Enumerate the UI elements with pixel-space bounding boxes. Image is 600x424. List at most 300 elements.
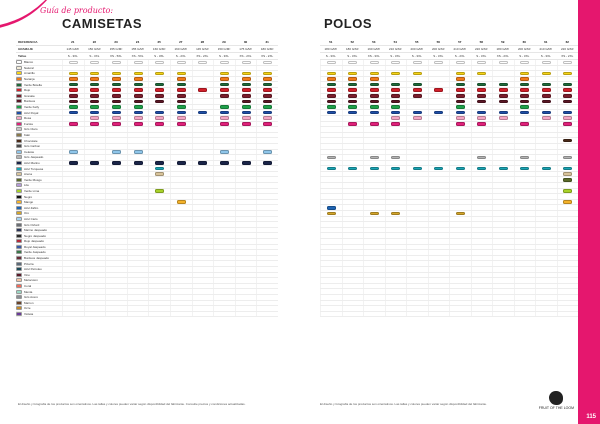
garment-swatch: [69, 161, 78, 165]
garment-swatch: [90, 100, 99, 104]
color-row: [16, 312, 278, 318]
availability-cell: [492, 144, 514, 149]
availability-cell: [449, 110, 471, 115]
color-label: Ocre: [24, 306, 31, 311]
availability-cell: [192, 217, 214, 222]
availability-cell: [62, 273, 84, 278]
color-cells: [62, 66, 278, 71]
color-cells: [62, 273, 278, 278]
color-cells: [62, 278, 278, 283]
availability-cell: [170, 150, 192, 155]
availability-cell: [62, 155, 84, 160]
availability-cell: [492, 200, 514, 205]
availability-cell: [342, 94, 364, 99]
availability-cell: [535, 82, 557, 87]
garment-swatch: [69, 105, 78, 109]
garment-swatch: [456, 105, 465, 109]
availability-cell: [235, 77, 257, 82]
garment-swatch: [177, 200, 186, 204]
availability-cell: [127, 295, 149, 300]
color-swatch: [16, 284, 22, 288]
availability-cell: [235, 82, 257, 87]
color-name: [16, 139, 62, 143]
availability-cell: [105, 289, 127, 294]
color-cells: [62, 284, 278, 289]
availability-cell: [557, 200, 579, 205]
garment-swatch: [242, 122, 251, 126]
garment-swatch: [112, 100, 121, 104]
availability-cell: [471, 127, 493, 132]
garment-swatch: [220, 122, 229, 126]
right-page: [300, 0, 600, 424]
availability-cell: [256, 222, 278, 227]
availability-cell: [428, 183, 450, 188]
garment-swatch: [134, 83, 143, 87]
availability-cell: [449, 88, 471, 93]
availability-cell: [471, 256, 493, 261]
availability-cell: [449, 172, 471, 177]
availability-cell: [62, 105, 84, 110]
garment-swatch: [391, 94, 400, 98]
garment-swatch: [263, 161, 272, 165]
availability-cell: [192, 161, 214, 166]
gsm-cell: 220 G/M²: [560, 47, 574, 51]
fruit-logo-icon: [549, 391, 563, 405]
color-label: Azul Turquesa: [24, 166, 44, 171]
availability-cell: [320, 233, 342, 238]
availability-cell: [449, 138, 471, 143]
garment-swatch: [220, 77, 229, 81]
color-cells: [320, 138, 578, 143]
availability-cell: [406, 189, 428, 194]
availability-cell: [213, 177, 235, 182]
availability-cell: [342, 261, 364, 266]
color-cells: [320, 88, 578, 93]
availability-cell: [385, 94, 407, 99]
availability-cell: [449, 284, 471, 289]
color-swatch: [16, 295, 22, 299]
availability-cell: [235, 205, 257, 210]
availability-cell: [471, 60, 493, 65]
color-swatch: [16, 88, 22, 92]
color-swatch: [16, 245, 22, 249]
availability-cell: [256, 267, 278, 272]
garment-swatch: [155, 116, 164, 120]
availability-cell: [428, 105, 450, 110]
availability-cell: [320, 116, 342, 121]
garment-swatch: [499, 88, 508, 92]
availability-cell: [535, 133, 557, 138]
availability-cell: [492, 312, 514, 317]
availability-cell: [342, 267, 364, 272]
availability-cell: [235, 256, 257, 261]
availability-cell: [127, 122, 149, 127]
color-name: [16, 94, 62, 98]
availability-cell: [363, 189, 385, 194]
availability-cell: [342, 295, 364, 300]
availability-cell: [406, 116, 428, 121]
availability-cell: [62, 71, 84, 76]
availability-cell: [449, 233, 471, 238]
availability-cell: [256, 60, 278, 65]
garment-swatch: [177, 77, 186, 81]
availability-cell: [492, 127, 514, 132]
availability-cell: [514, 200, 536, 205]
color-cells: [62, 150, 278, 155]
page-number: 115: [586, 414, 596, 420]
garment-swatch: [477, 94, 486, 98]
availability-cell: [406, 261, 428, 266]
availability-cell: [428, 278, 450, 283]
availability-cell: [535, 284, 557, 289]
availability-cell: [406, 177, 428, 182]
availability-cell: [514, 194, 536, 199]
availability-cell: [406, 161, 428, 166]
availability-cell: [363, 166, 385, 171]
availability-cell: [557, 116, 579, 121]
availability-cell: [127, 273, 149, 278]
availability-cell: [320, 306, 342, 311]
availability-cell: [127, 289, 149, 294]
availability-cell: [148, 127, 170, 132]
availability-cell: [213, 306, 235, 311]
availability-cell: [170, 177, 192, 182]
availability-cell: [406, 245, 428, 250]
availability-cell: [385, 77, 407, 82]
availability-cell: [235, 200, 257, 205]
availability-cell: [127, 127, 149, 132]
availability-cell: [342, 217, 364, 222]
garment-swatch: [90, 72, 99, 76]
availability-cell: [320, 284, 342, 289]
availability-cell: [492, 88, 514, 93]
availability-cell: [192, 200, 214, 205]
availability-cell: [105, 267, 127, 272]
availability-cell: [514, 88, 536, 93]
availability-cell: [105, 155, 127, 160]
availability-cell: [192, 261, 214, 266]
availability-cell: [84, 155, 106, 160]
availability-cell: [492, 133, 514, 138]
availability-cell: [213, 295, 235, 300]
availability-cell: [385, 205, 407, 210]
availability-cell: [256, 88, 278, 93]
availability-cell: [557, 88, 579, 93]
garment-swatch: [456, 122, 465, 126]
garment-swatch: [177, 111, 186, 115]
availability-cell: [256, 295, 278, 300]
color-swatch: [16, 150, 22, 154]
availability-cell: [256, 189, 278, 194]
availability-cell: [428, 211, 450, 216]
garment-swatch: [391, 167, 400, 171]
availability-cell: [62, 183, 84, 188]
garment-swatch: [134, 161, 143, 165]
availability-cell: [320, 177, 342, 182]
color-label: Melocoton: [24, 278, 38, 283]
availability-cell: [148, 200, 170, 205]
availability-cell: [492, 77, 514, 82]
availability-cell: [256, 77, 278, 82]
availability-cell: [170, 289, 192, 294]
garment-swatch: [327, 167, 336, 171]
availability-cell: [62, 66, 84, 71]
availability-cell: [127, 82, 149, 87]
garment-swatch: [477, 88, 486, 92]
availability-cell: [449, 183, 471, 188]
availability-cell: [492, 250, 514, 255]
availability-cell: [84, 278, 106, 283]
availability-cell: [320, 161, 342, 166]
availability-cell: [148, 239, 170, 244]
availability-cell: [514, 228, 536, 233]
availability-cell: [363, 94, 385, 99]
availability-cell: [148, 82, 170, 87]
color-cells: [320, 133, 578, 138]
availability-cell: [213, 284, 235, 289]
availability-cell: [148, 99, 170, 104]
color-cells: [320, 60, 578, 65]
availability-cell: [557, 222, 579, 227]
color-cells: [320, 155, 578, 160]
garment-swatch: [69, 77, 78, 81]
availability-cell: [557, 99, 579, 104]
availability-cell: [492, 94, 514, 99]
color-cells: [320, 99, 578, 104]
availability-cell: [62, 94, 84, 99]
garment-swatch: [456, 61, 465, 65]
availability-cell: [449, 189, 471, 194]
availability-cell: [449, 177, 471, 182]
garment-swatch: [134, 116, 143, 120]
color-name: [16, 228, 62, 232]
availability-cell: [492, 228, 514, 233]
garment-swatch: [177, 122, 186, 126]
availability-cell: [192, 60, 214, 65]
garment-swatch: [134, 105, 143, 109]
sizes-cell: S - 3XL: [411, 54, 422, 58]
availability-cell: [385, 166, 407, 171]
availability-cell: [342, 250, 364, 255]
availability-cell: [84, 88, 106, 93]
garment-swatch: [520, 156, 529, 160]
availability-cell: [535, 261, 557, 266]
color-cells: [320, 194, 578, 199]
color-swatch: [16, 206, 22, 210]
availability-cell: [342, 228, 364, 233]
availability-cell: [213, 261, 235, 266]
availability-cell: [342, 301, 364, 306]
availability-cell: [127, 155, 149, 160]
availability-cell: [170, 267, 192, 272]
availability-cell: [170, 245, 192, 250]
sizes-cell: XS - 2XL: [561, 54, 574, 58]
availability-cell: [320, 295, 342, 300]
spec-row-gsm: [320, 46, 578, 53]
availability-cell: [514, 144, 536, 149]
garment-swatch: [563, 111, 572, 115]
availability-cell: [192, 278, 214, 283]
refs-cell: 54: [393, 39, 397, 44]
color-swatch: [16, 234, 22, 238]
color-name: [16, 290, 62, 294]
availability-cell: [320, 71, 342, 76]
availability-cell: [62, 233, 84, 238]
garment-swatch: [242, 88, 251, 92]
availability-cell: [256, 312, 278, 317]
availability-cell: [213, 144, 235, 149]
availability-cell: [342, 161, 364, 166]
color-cells: [62, 289, 278, 294]
availability-cell: [342, 166, 364, 171]
color-name: [16, 306, 62, 310]
garment-swatch: [327, 72, 336, 76]
availability-cell: [342, 127, 364, 132]
color-cells: [320, 301, 578, 306]
availability-cell: [235, 245, 257, 250]
availability-cell: [492, 155, 514, 160]
availability-cell: [406, 77, 428, 82]
availability-cell: [363, 233, 385, 238]
availability-cell: [449, 278, 471, 283]
garment-swatch: [112, 72, 121, 76]
availability-cell: [235, 284, 257, 289]
garment-swatch: [391, 212, 400, 216]
availability-cell: [148, 228, 170, 233]
refs-cell: 58: [479, 39, 483, 44]
availability-cell: [557, 166, 579, 171]
availability-cell: [213, 239, 235, 244]
availability-cell: [84, 211, 106, 216]
availability-cell: [471, 189, 493, 194]
availability-cell: [148, 105, 170, 110]
garment-swatch: [456, 212, 465, 216]
availability-cell: [385, 250, 407, 255]
refs-cell: 30: [243, 39, 248, 44]
availability-cell: [213, 82, 235, 87]
availability-cell: [84, 122, 106, 127]
availability-cell: [170, 273, 192, 278]
sizes-cell: S - 3XL: [540, 54, 551, 58]
availability-cell: [105, 133, 127, 138]
availability-cell: [363, 150, 385, 155]
garment-swatch: [242, 83, 251, 87]
garment-swatch: [69, 111, 78, 115]
garment-swatch: [198, 88, 207, 92]
availability-cell: [449, 99, 471, 104]
availability-cell: [363, 60, 385, 65]
color-label: Chocolate: [24, 138, 38, 143]
availability-cell: [192, 267, 214, 272]
availability-cell: [535, 60, 557, 65]
garment-swatch: [413, 83, 422, 87]
availability-cell: [535, 194, 557, 199]
availability-cell: [363, 295, 385, 300]
garment-swatch: [220, 150, 229, 154]
color-cells: [320, 228, 578, 233]
color-label: Royal Jaspeado: [24, 244, 46, 249]
availability-cell: [192, 211, 214, 216]
availability-cell: [170, 60, 192, 65]
availability-cell: [471, 289, 493, 294]
availability-cell: [192, 289, 214, 294]
availability-cell: [471, 222, 493, 227]
garment-swatch: [477, 156, 486, 160]
availability-cell: [514, 217, 536, 222]
availability-cell: [557, 284, 579, 289]
availability-cell: [535, 105, 557, 110]
availability-cell: [385, 261, 407, 266]
availability-cell: [148, 77, 170, 82]
availability-cell: [105, 88, 127, 93]
availability-cell: [342, 110, 364, 115]
gsm-cell: 175 G/M²: [239, 47, 252, 51]
availability-cell: [363, 239, 385, 244]
availability-cell: [256, 250, 278, 255]
garment-swatch: [134, 122, 143, 126]
gsm-cell: 180 G/M²: [345, 47, 359, 51]
garment-swatch: [563, 72, 572, 76]
color-cells: [62, 261, 278, 266]
availability-cell: [213, 217, 235, 222]
color-name: [16, 167, 62, 171]
availability-cell: [127, 301, 149, 306]
brand-name: FRUIT OF THE LOOM: [538, 406, 574, 410]
availability-cell: [492, 217, 514, 222]
availability-cell: [557, 301, 579, 306]
availability-cell: [105, 105, 127, 110]
availability-cell: [213, 200, 235, 205]
availability-cell: [105, 284, 127, 289]
color-label: Verde Kelly: [24, 105, 40, 110]
availability-cell: [170, 172, 192, 177]
availability-cell: [192, 228, 214, 233]
availability-cell: [406, 312, 428, 317]
availability-cell: [256, 233, 278, 238]
availability-cell: [170, 99, 192, 104]
gsm-cell: 160 G/M²: [174, 47, 188, 51]
availability-cell: [62, 189, 84, 194]
garment-swatch: [456, 111, 465, 115]
availability-cell: [105, 116, 127, 121]
garment-swatch: [155, 172, 164, 176]
availability-cell: [235, 172, 257, 177]
gsm-cell: 155 G/M²: [131, 47, 144, 51]
availability-cell: [127, 306, 149, 311]
availability-cell: [535, 278, 557, 283]
availability-cell: [127, 60, 149, 65]
garment-swatch: [456, 167, 465, 171]
availability-cell: [363, 306, 385, 311]
garment-swatch: [220, 83, 229, 87]
availability-cell: [213, 94, 235, 99]
sizes-cell: S - 2XL: [175, 54, 186, 58]
availability-cell: [213, 133, 235, 138]
availability-cell: [213, 267, 235, 272]
availability-cell: [105, 228, 127, 233]
garment-swatch: [69, 94, 78, 98]
availability-cell: [363, 105, 385, 110]
availability-cell: [62, 122, 84, 127]
availability-cell: [492, 301, 514, 306]
color-cells: [320, 278, 578, 283]
availability-cell: [320, 211, 342, 216]
sizes-cell: S - 3XL: [154, 54, 165, 58]
availability-cell: [385, 161, 407, 166]
availability-cell: [363, 172, 385, 177]
availability-cell: [514, 183, 536, 188]
availability-cell: [127, 312, 149, 317]
